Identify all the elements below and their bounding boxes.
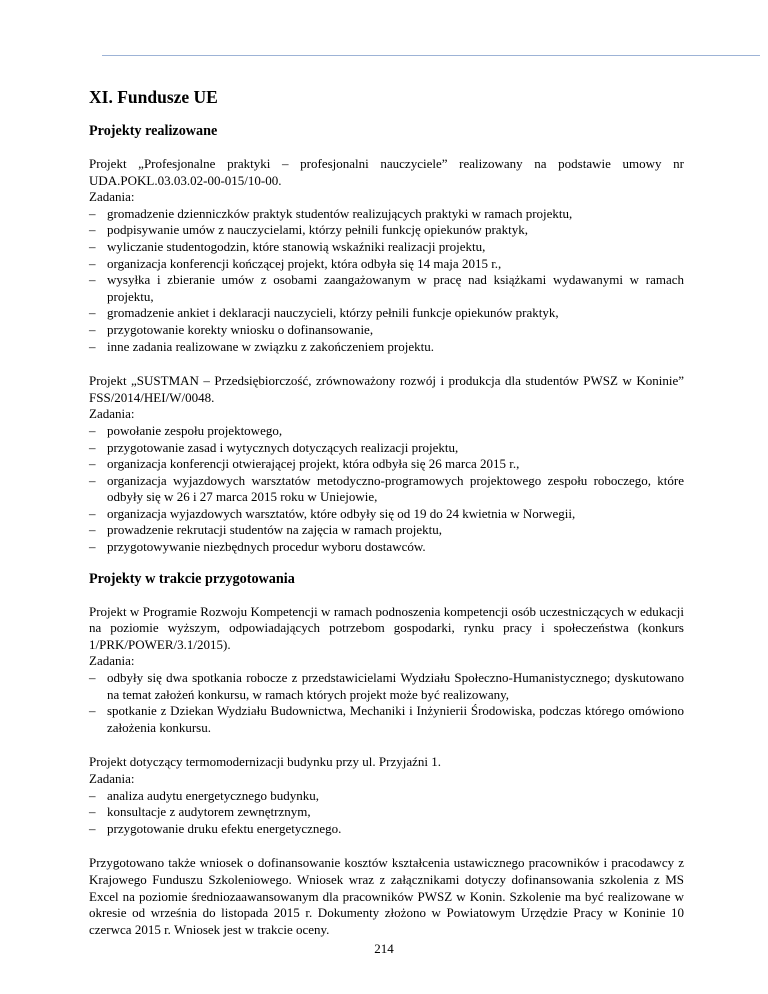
task-item: – przygotowanie korekty wniosku o dofinansowanie,: [89, 321, 374, 337]
closing-paragraph: Przygotowano także wniosek o dofinansowanie kosztów kształcenia ustawicznego pracowników i pracodawcy z Krajowego Funduszu Szkoleniowego. Wniosek wraz z załącznikami dotyczy dofinansowania szkolenia z MS Excel na poziomie średniozaawansowanym dla pracowników PWSZ w Konin. Szkolenie ma być realizowane w okresie od września do listopada 2015 r. Dokumenty złożono w Powiatowym Urzędzie Pracy w Koninie 10 czerwca 2015 r. Wniosek jest w trakcie oceny.: [89, 855, 684, 937]
task-item: – przygotowywanie niezbędnych procedur wyboru dostawców.: [89, 539, 426, 555]
tasks-label: Zadania:: [89, 189, 135, 205]
task-item: – organizacja wyjazdowych warsztatów, które odbyły się od 19 do 24 kwietnia w Norwegii,: [89, 505, 576, 521]
chapter-title: XI. Fundusze UE: [89, 87, 218, 107]
task-item: – podpisywanie umów z nauczycielami, którzy pełnili funkcję opiekunów praktyk,: [89, 222, 528, 238]
task-item: – prowadzenie rekrutacji studentów na zajęcia w ramach projektu,: [89, 522, 442, 538]
project-block: [89, 754, 684, 837]
project-description: Projekt w Programie Rozwoju Kompetencji w ramach podnoszenia kompetencji osób uczestniczących w edukacji na poziomie wyższym, odpowiadających potrzebom gospodarki, rynku pracy i społeczeństwa (konkurs 1/PRK/POWER/3.1/2015).: [89, 603, 684, 652]
task-item: – spotkanie z Dziekan Wydziału Budownictwa, Mechaniki i Inżynierii Środowiska, podczas którego omówiono założenia konkursu.: [89, 703, 684, 735]
tasks-label: Zadania:: [89, 406, 135, 422]
task-list: [89, 788, 684, 838]
header-rule: [102, 55, 760, 56]
task-item: – konsultacje z audytorem zewnętrznym,: [89, 804, 311, 820]
section-heading-preparation: Projekty w trakcie przygotowania: [89, 570, 295, 587]
project-block: [89, 373, 684, 556]
task-item: – przygotowanie zasad i wytycznych dotyczących realizacji projektu,: [89, 439, 459, 455]
task-item: – organizacja konferencji otwierającej projekt, która odbyła się 26 marca 2015 r.,: [89, 456, 520, 472]
task-item: – organizacja wyjazdowych warsztatów metodyczno-programowych projektowego zespołu roboczego, które odbyły się w 26 i 27 marca 2015 roku w Uniejowie,: [89, 472, 684, 505]
task-item: – organizacja konferencji kończącej projekt, która odbyła się 14 maja 2015 r.,: [89, 255, 502, 271]
tasks-label: Zadania:: [89, 653, 135, 669]
project-description: Projekt „Profesjonalne praktyki – profesjonalni nauczyciele” realizowany na podstawie umowy nr UDA.POKL.03.03.02-00-015/10-00.: [89, 156, 684, 188]
task-item: – odbyły się dwa spotkania robocze z przedstawicielami Wydziału Społeczno-Humanistycznego; dyskutowano na temat założeń konkursu, w ramach których projekt może być realizowany,: [89, 670, 684, 702]
task-item: – inne zadania realizowane w związku z zakończeniem projektu.: [89, 338, 434, 354]
task-item: – powołanie zespołu projektowego,: [89, 422, 283, 438]
section-heading-realized: Projekty realizowane: [89, 123, 218, 139]
page-number: 214: [374, 941, 394, 956]
project-description: Projekt dotyczący termomodernizacji budynku przy ul. Przyjaźni 1.: [89, 754, 441, 770]
project-block: [89, 156, 684, 355]
task-item: – wysyłka i zbieranie umów z osobami zaangażowanym w pracę nad książkami wydawanymi w ramach projektu,: [89, 272, 684, 304]
task-item: – gromadzenie dzienniczków praktyk studentów realizujących praktyki w ramach projektu,: [89, 205, 573, 221]
task-item: – przygotowanie druku efektu energetycznego.: [89, 820, 342, 836]
task-list: [89, 206, 684, 355]
project-block: [89, 604, 684, 737]
tasks-label: Zadania:: [89, 771, 135, 786]
task-list: [89, 670, 684, 736]
task-item: – analiza audytu energetycznego budynku,: [89, 787, 320, 803]
task-list: [89, 423, 684, 556]
task-item: – gromadzenie ankiet i deklaracji nauczycieli, którzy pełnili funkcje opiekunów praktyk,: [89, 305, 559, 321]
page-content: [89, 78, 684, 938]
task-item: – wyliczanie studentogodzin, które stanowią wskaźniki realizacji projektu,: [89, 238, 486, 254]
project-description: Projekt „SUSTMAN – Przedsiębiorczość, zrównoważony rozwój i produkcja dla studentów PWSZ w Koninie” FSS/2014/HEI/W/0048.: [89, 373, 684, 405]
